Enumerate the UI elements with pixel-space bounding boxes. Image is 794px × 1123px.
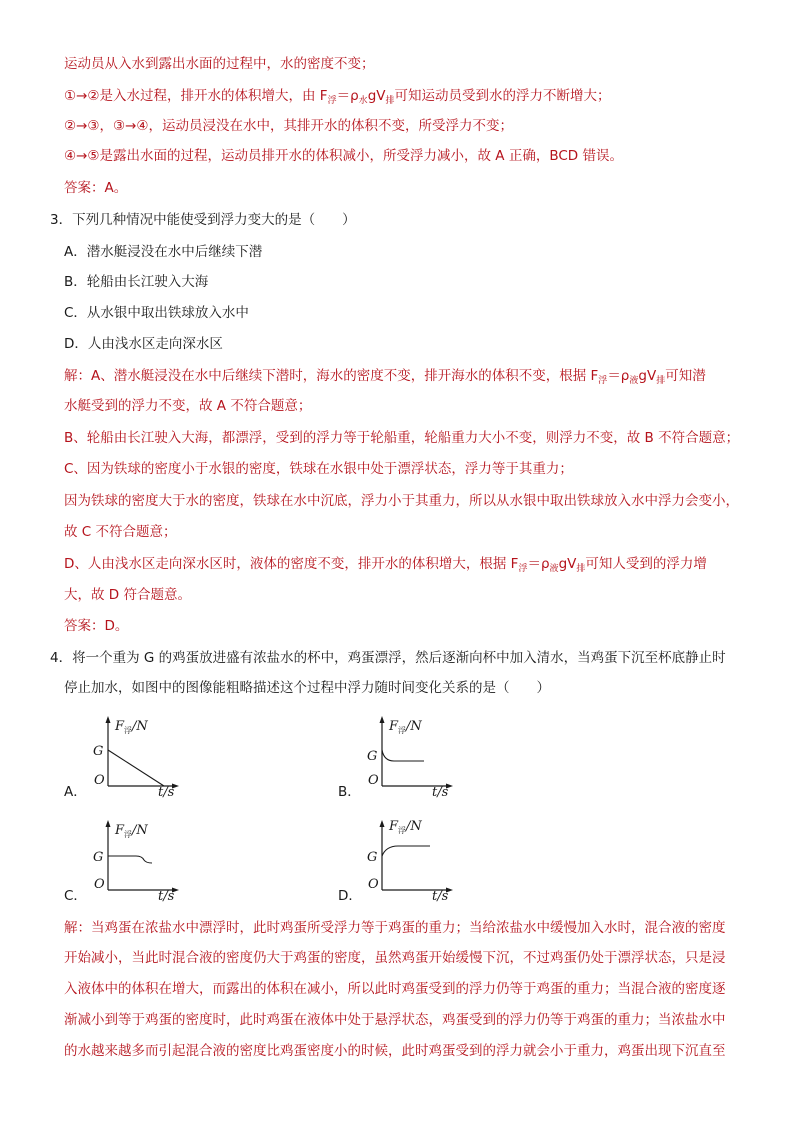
q3-solution-line-4: C、因为铁球的密度小于水银的密度，铁球在水银中处于漂浮状态，浮力等于其重力； [64,461,573,477]
q3-solution-line-3: B、轮船由长江驶入大海，都漂浮，受到的浮力等于轮船重，轮船重力大小不变，则浮力不变，故 B 不符合题意； [64,430,740,446]
y-axis-arrow [106,716,111,723]
q4-graph-label-b: B． [338,784,361,800]
origin-label: O [368,877,379,892]
q4-solution-line-4: 渐减小到等于鸡蛋的密度时，此时鸡蛋在液体中处于悬浮状态，鸡蛋受到的浮力仍等于鸡蛋的重力；当浓盐水中 [64,1012,726,1028]
q3-solution-line-5: 因为铁球的密度大于水的密度，铁球在水中沉底，浮力小于其重力，所以从水银中取出铁球放入水中浮力会变小， [64,493,739,509]
q3-option-d: D．人由浅水区走向深水区 [64,336,223,352]
q4-stem-line-2: 停止加水，如图中的图像能粗略描述这个过程中浮力随时间变化关系的是（ ） [64,680,550,696]
buoyancy-curve [108,856,152,863]
buoyancy-curve [382,750,424,761]
q2-solution-line-4: ④→⑤是露出水面的过程，运动员排开水的体积减小，所受浮力减小，故 A 正确，BCD 错误。 [64,148,623,164]
q4-graph-label-d: D． [338,888,362,904]
q3-solution-line-2: 水艇受到的浮力不变，故 A 不符合题意； [64,398,312,414]
y-axis-label: $F_浮/N$ [389,719,422,735]
q4-solution-line-2: 开始减小，当此时混合液的密度仍大于鸡蛋的密度，虽然鸡蛋开始缓慢下沉，不过鸡蛋仍处于漂浮状态，只是浸 [64,950,726,966]
q2-answer: 答案：A。 [64,180,128,196]
q4-stem-line-1: 4．将一个重为 G 的鸡蛋放进盛有浓盐水的杯中，鸡蛋漂浮，然后逐渐向杯中加入清水，当鸡蛋下沉至杯底静止时 [50,650,726,666]
x-axis-label: t/s [158,889,175,904]
q4-graph-d [364,816,474,902]
q3-option-a: A．潜水艇浸没在水中后继续下潜 [64,244,263,260]
x-axis-label: t/s [158,785,175,800]
q4-graph-c [90,816,200,902]
y-axis-arrow [106,820,111,827]
q4-graph-b [364,712,474,798]
q3-stem: 3．下列几种情况中能使受到浮力变大的是（ ） [50,212,356,228]
q3-solution-line-8: 大，故 D 符合题意。 [64,587,191,603]
q2-solution-line-1: 运动员从入水到露出水面的过程中，水的密度不变； [64,56,375,72]
buoyancy-curve [382,846,430,856]
g-tick-label: G [367,850,378,865]
q3-solution-line-6: 故 C 不符合题意； [64,524,177,540]
q4-solution-line-3: 入液体中的体积在增大，而露出的体积在减小，所以此时鸡蛋受到的浮力仍等于鸡蛋的重力；当混合液的密度逐 [64,981,726,997]
y-axis-label: $F_浮/N$ [389,819,422,835]
origin-label: O [368,773,379,788]
q4-solution-line-1: 解：当鸡蛋在浓盐水中漂浮时，此时鸡蛋所受浮力等于鸡蛋的重力；当给浓盐水中缓慢加入水时，混合液的密度 [64,920,726,936]
q3-solution-line-1: 解：A、潜水艇浸没在水中后继续下潜时，海水的密度不变，排开海水的体积不变，根据 $F_浮=\rho_液gV_排$可知潜 [64,368,706,386]
q4-graph-a [90,712,200,798]
q4-graph-label-c: C． [64,888,87,904]
q3-option-c: C．从水银中取出铁球放入水中 [64,305,249,321]
q4-solution-line-5: 的水越来越多而引起混合液的密度比鸡蛋密度小的时候，此时鸡蛋受到的浮力就会小于重力，鸡蛋出现下沉直至 [64,1043,726,1059]
q2-solution-line-3: ②→③，③→④，运动员浸没在水中，其排开水的体积不变，所受浮力不变； [64,118,514,134]
x-axis-label: t/s [432,889,449,904]
y-axis-arrow [380,820,385,827]
y-axis-arrow [380,716,385,723]
y-axis-label: $F_浮/N$ [115,719,148,735]
origin-label: O [94,773,105,788]
y-axis-label: $F_浮/N$ [115,823,148,839]
g-tick-label: G [93,744,104,759]
buoyancy-curve [108,750,164,786]
q3-option-b: B．轮船由长江驶入大海 [64,274,209,290]
g-tick-label: G [367,749,378,764]
q3-answer: 答案：D。 [64,618,129,634]
origin-label: O [94,877,105,892]
x-axis-label: t/s [432,785,449,800]
q4-graph-label-a: A． [64,784,87,800]
q3-solution-line-7: D、人由浅水区走向深水区时，液体的密度不变，排开水的体积增大，根据 $F_浮=\rho_液gV_排$可知人受到的浮力增 [64,556,707,574]
q2-solution-line-2: ①→②是入水过程，排开水的体积增大，由 $F_浮=\rho_水gV_排$可知运动员受到水的浮力不断增大； [64,88,611,106]
g-tick-label: G [93,850,104,865]
